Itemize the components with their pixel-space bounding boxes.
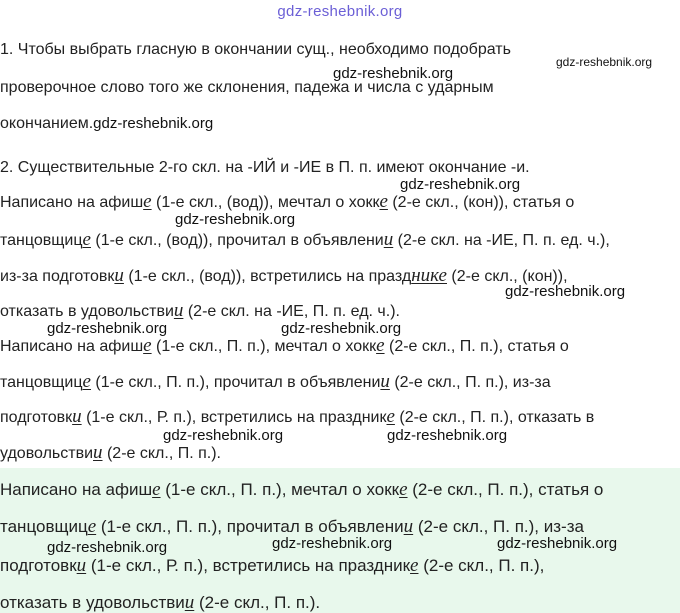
watermark: gdz-reshebnik.org — [47, 320, 168, 337]
watermark: gdz-reshebnik.org — [505, 283, 626, 300]
answer-line2: танцовщице (1-е скл., П. п.), прочитал в объявлении (2-е скл., П. п.), из-за — [0, 516, 584, 537]
block2-line4: удовольствии (2-е скл., П. п.). — [0, 442, 221, 463]
answer-line4: отказать в удовольствии (2-е скл., П. п.). — [0, 592, 321, 613]
watermark: gdz-reshebnik.org — [556, 55, 653, 69]
block1-line1: Написано на афише (1-е скл., (вод)), мечтал о хокке (2-е скл., (кон)), статья о — [0, 191, 575, 212]
block1-line2: танцовщице (1-е скл., (вод)), прочитал в объявлении (2-е скл. на -ИЕ, П. п. ед. ч.), — [0, 229, 610, 250]
block2-line3: подготовки (1-е скл., Р. п.), встретились на празднике (2-е скл., П. п.), отказать в — [0, 406, 595, 427]
rule1-line2: проверочное слово того же склонения, падежа и числа с ударным — [0, 79, 494, 96]
block1-line3: из-за подготовки (1-е скл., (вод)), встретились на празднике (2-е скл., (кон)), — [0, 265, 568, 286]
watermark: gdz-reshebnik.org — [497, 535, 618, 552]
block2-line1: Написано на афише (1-е скл., П. п.), мечтал о хокке (2-е скл., П. п.), статья о — [0, 335, 569, 356]
watermark: gdz-reshebnik.org — [387, 427, 508, 444]
watermark: gdz-reshebnik.org — [47, 539, 168, 556]
watermark: gdz-reshebnik.org — [281, 320, 402, 337]
rule2-line1: 2. Существительные 2-го скл. на -ИЙ и -ИЕ в П. п. имеют окончание -и. — [0, 159, 530, 176]
block2-line2: танцовщице (1-е скл., П. п.), прочитал в объявлении (2-е скл., П. п.), из-за — [0, 371, 551, 392]
watermark: gdz-reshebnik.org — [163, 427, 284, 444]
rule1-line3: окончанием.gdz-reshebnik.org — [0, 115, 214, 132]
header-watermark: gdz-reshebnik.org — [277, 3, 403, 20]
watermark: gdz-reshebnik.org — [400, 176, 521, 193]
watermark: gdz-reshebnik.org — [333, 65, 454, 82]
watermark: gdz-reshebnik.org — [175, 211, 296, 228]
watermark: gdz-reshebnik.org — [93, 115, 214, 132]
rule1-line1: 1. Чтобы выбрать гласную в окончании сущ., необходимо подобрать — [0, 41, 511, 58]
answer-line3: подготовки (1-е скл., Р. п.), встретились на празднике (2-е скл., П. п.), — [0, 555, 545, 576]
answer-line1: Написано на афише (1-е скл., П. п.), мечтал о хокке (2-е скл., П. п.), статья о — [0, 479, 604, 500]
block1-line4: отказать в удовольствии (2-е скл. на -ИЕ, П. п. ед. ч.). — [0, 300, 400, 321]
watermark: gdz-reshebnik.org — [272, 535, 393, 552]
